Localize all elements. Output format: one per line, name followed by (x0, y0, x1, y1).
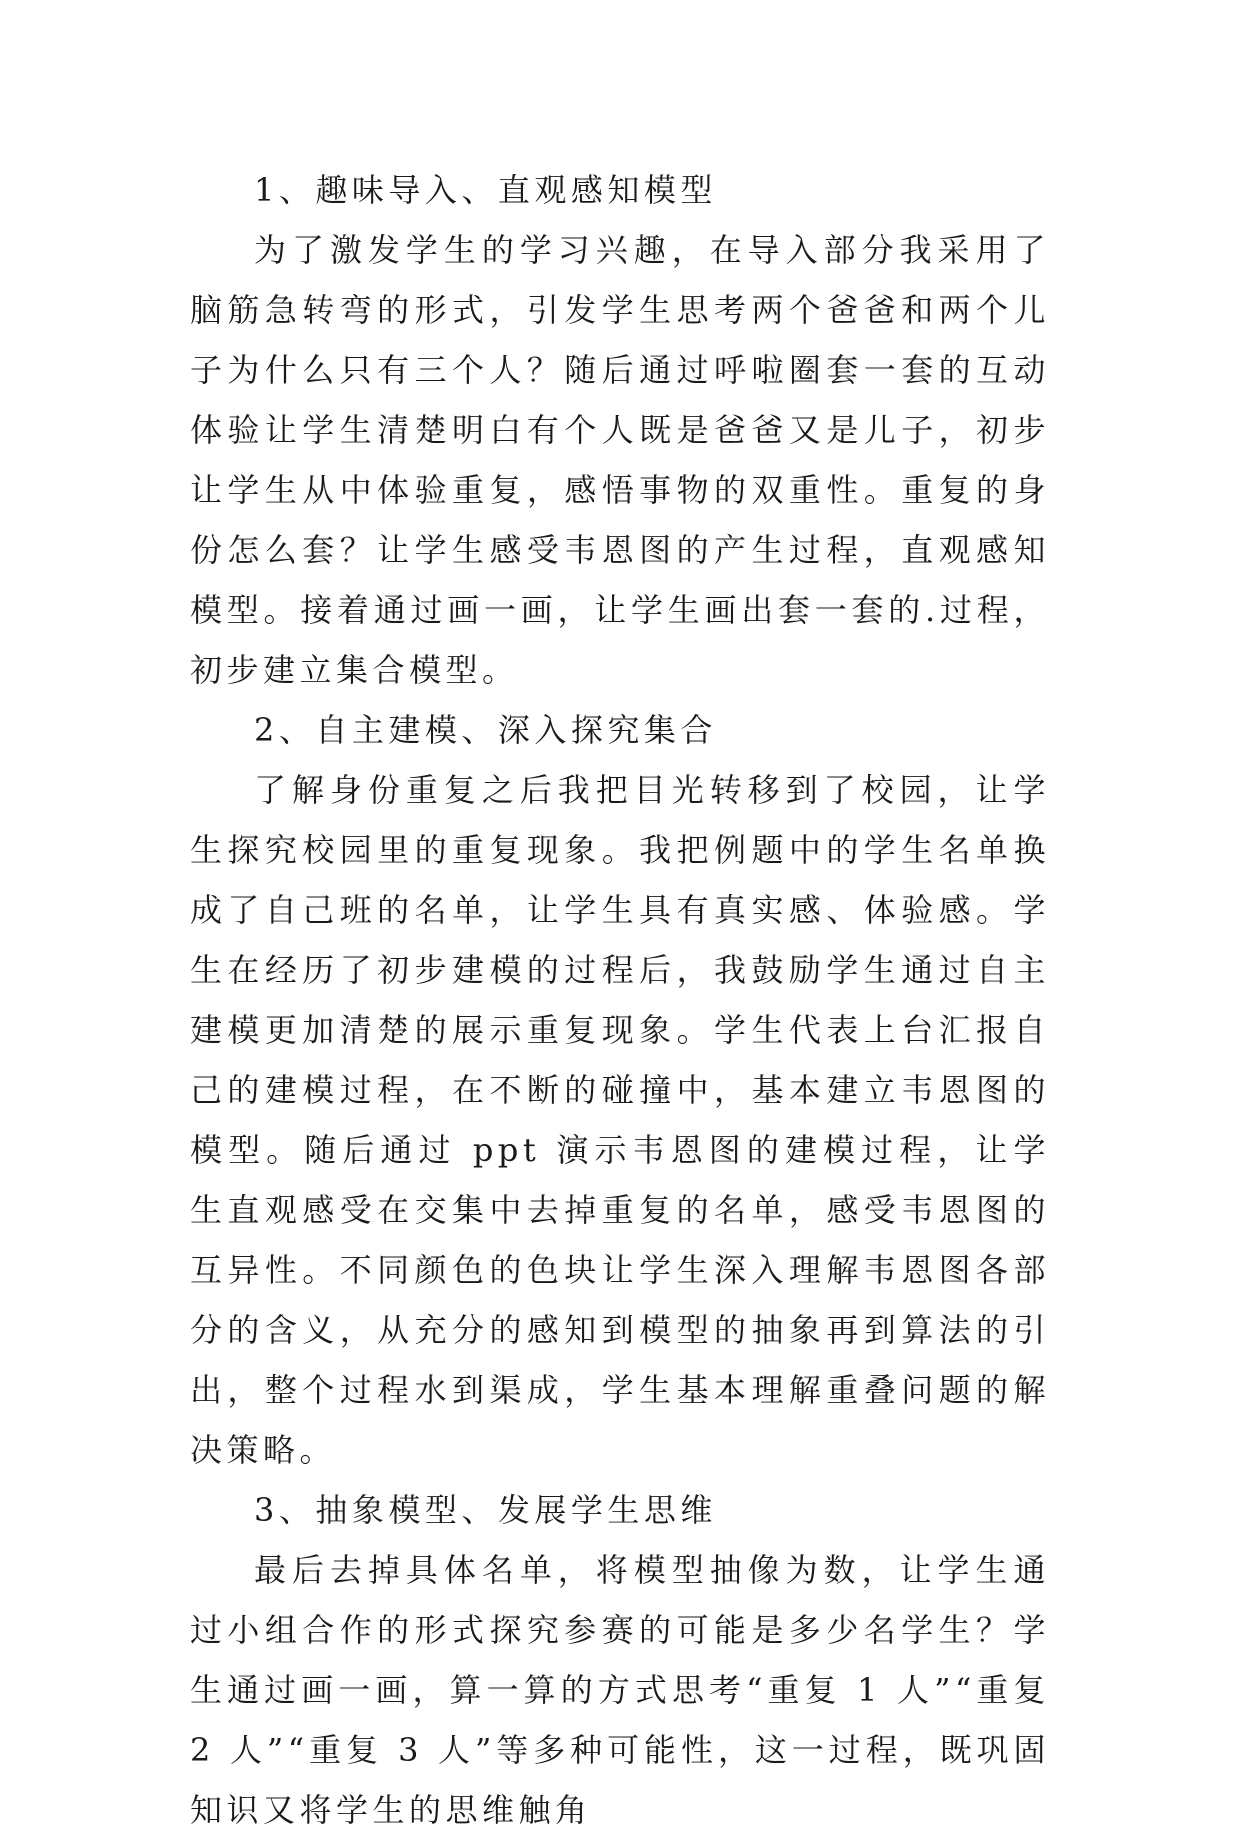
document-body (190, 160, 1050, 1840)
section-3-paragraph: 最后去掉具体名单，将模型抽像为数，让学生通过小组合作的形式探究参赛的可能是多少名学生？学生通过画一画，算一算的方式思考“重复 1 人”“重复 2 人”“重复 3 人”等多种可能性，这一过程，既巩固知识又将学生的思维触角 (190, 1551, 1050, 1829)
section-3-heading: 3、抽象模型、发展学生思维 (254, 1491, 717, 1529)
section-2-paragraph: 了解身份重复之后我把目光转移到了校园，让学生探究校园里的重复现象。我把例题中的学生名单换成了自己班的名单，让学生具有真实感、体验感。学生在经历了初步建模的过程后，我鼓励学生通过自主建模更加清楚的展示重复现象。学生代表上台汇报自己的建模过程，在不断的碰撞中，基本建立韦恩图的模型。随后通过 ppt 演示韦恩图的建模过程，让学生直观感受在交集中去掉重复的名单，感受韦恩图的互异性。不同颜色的色块让学生深入理解韦恩图各部分的含义，从充分的感知到模型的抽象再到算法的引出，整个过程水到渠成，学生基本理解重叠问题的解决策略。 (190, 771, 1050, 1469)
section-1-heading: 1、趣味导入、直观感知模型 (254, 171, 717, 209)
section-1-paragraph: 为了激发学生的学习兴趣，在导入部分我采用了脑筋急转弯的形式，引发学生思考两个爸爸和两个儿子为什么只有三个人？随后通过呼啦圈套一套的互动体验让学生清楚明白有个人既是爸爸又是儿子，初步让学生从中体验重复，感悟事物的双重性。重复的身份怎么套？让学生感受韦恩图的产生过程，直观感知模型。接着通过画一画，让学生画出套一套的.过程，初步建立集合模型。 (190, 231, 1050, 689)
section-2-heading: 2、自主建模、深入探究集合 (254, 711, 717, 749)
